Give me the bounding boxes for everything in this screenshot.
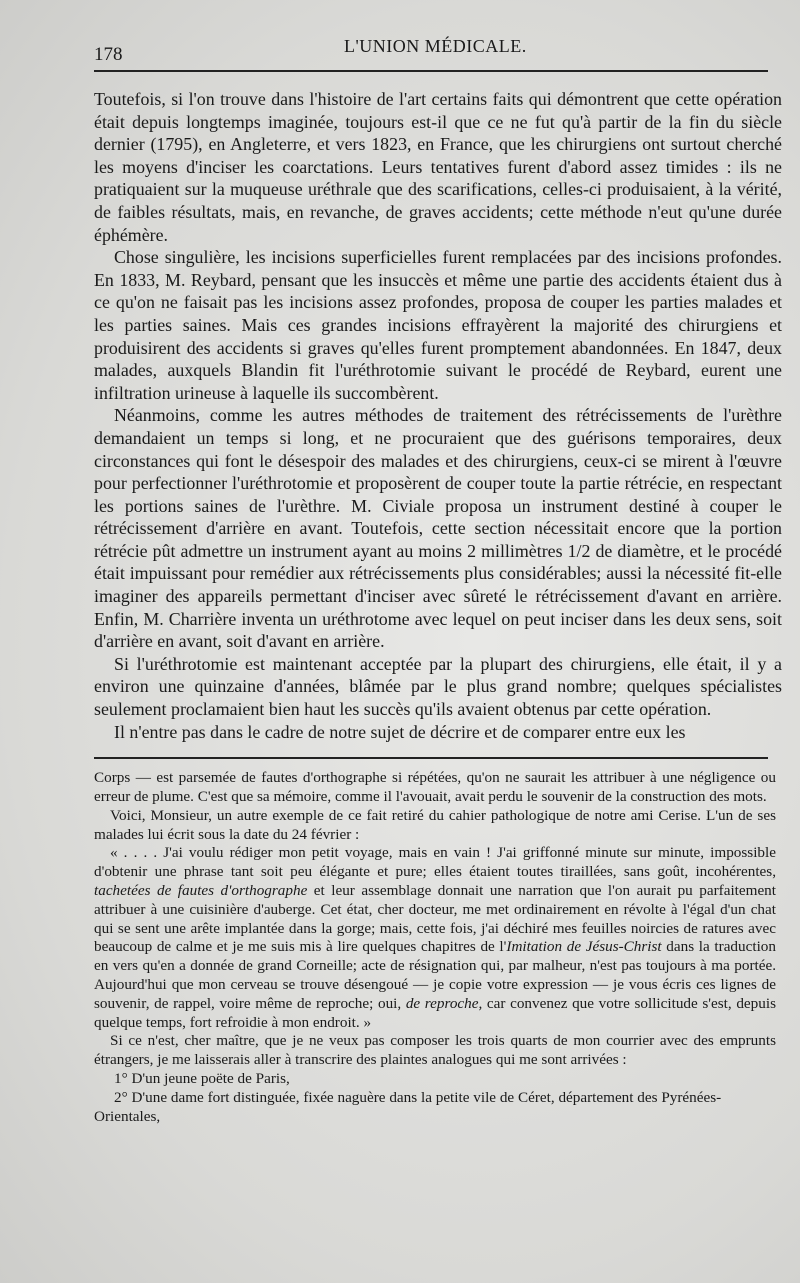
main-text <box>94 88 782 743</box>
header-rule <box>94 70 768 72</box>
quote-emphasis: tachetées de fautes d'orthographe <box>94 882 308 899</box>
body-paragraph: Néanmoins, comme les autres méthodes de traitement des rétrécissements de l'urèthre demandaient un temps si long, et ne procuraient que des guérisons temporaires, deux circonstances qui font le désespoir des malades et des chirurgiens, ceux-ci se mirent à l'œuvre pour perfectionner l'uréthrotomie et proposèrent de couper toute la partie rétrécie, en respectant les portions saines de l'urèthre. M. Civiale proposa un instrument destiné à couper le rétrécissement d'arrière en avant. Toutefois, cette section nécessitait encore que la portion rétrécie pût admettre un instrument ayant au moins 2 millimètres 1/2 de diamètre, et le procédé était impuissant pour remédier aux rétrécissements plus considérables; aussi la nécessité fit-elle imaginer des appareils permettant d'inciser avec sûreté le rétrécissement d'avant en arrière. Enfin, M. Charrière inventa un uréthrotome avec lequel on peut inciser dans les deux sens, soit d'arrière en avant, soit d'avant en arrière. <box>94 405 782 652</box>
list-item: 2° D'une dame fort distinguée, fixée naguère dans la petite vile de Céret, département des Pyrénées-Orientales, <box>94 1088 722 1125</box>
page-header <box>94 36 782 76</box>
feuilleton-text <box>94 769 782 1126</box>
footnote-rule <box>94 757 768 759</box>
list-item: 1° D'un jeune poëte de Paris, <box>114 1069 290 1087</box>
body-paragraph: Toutefois, si l'on trouve dans l'histoire de l'art certains faits qui démontrent que cette opération était depuis longtemps imaginée, toujours est-il que ce ne fut qu'à partir de la fin du siècle dernier (1795), en Angleterre, et vers 1823, en France, que les chirurgiens ont surtout cherché les moyens d'inciser les coarctations. Leurs tentatives furent d'abord assez timides : ils ne pratiquaient sur la muqueuse uréthrale que des scarifications, celles-ci produisaient, à la vérité, de faibles résultats, mais, en revanche, de graves accidents; cette méthode n'eut qu'une durée éphémère. <box>94 89 782 245</box>
quote-text: « . . . . J'ai voulu rédiger mon petit voyage, mais en vain ! J'ai griffonné minute sur minute, impossible d'obtenir une phrase tant soit peu élégante et pure; elles étaient toutes tiraillées, sans goût, incohérentes, <box>94 844 776 881</box>
body-paragraph: Chose singulière, les incisions superficielles furent remplacées par des incisions profondes. En 1833, M. Reybard, pensant que les insuccès et même une partie des accidents étaient dus à ce qu'on ne faisait pas les incisions assez profondes, proposa de couper les parties malades et les parties saines. Mais ces grandes incisions effrayèrent la majorité des chirurgiens et produisirent des accidents si graves qu'elles furent promptement abandonnées. En 1847, deux malades, auxquels Blandin fit l'uréthrotomie suivant le procédé de Reybard, eurent une infiltration urineuse à laquelle ils succombèrent. <box>94 247 782 403</box>
book-title: Imitation de Jésus-Christ <box>506 938 662 956</box>
note-paragraph: Si ce n'est, cher maître, que je ne veux pas composer les trois quarts de mon courrier avec des emprunts étrangers, je me laisserais aller à transcrire des plaintes analogues qui me sont arrivées : <box>94 1032 776 1069</box>
body-paragraph: Si l'uréthrotomie est maintenant acceptée par la plupart des chirurgiens, elle était, il y a environ une quinzaine d'années, blâmée par le plus grand nombre; quelques spécialistes seulement proclamaient bien haut les succès qu'ils avaient obtenus par cette opération. <box>94 653 782 720</box>
running-title: L'UNION MÉDICALE. <box>344 36 527 56</box>
quote-text: car convenez que votre sollicitude s'est, depuis quelque temps, fort refroidie à mon endroit. » <box>94 994 776 1031</box>
page-number: 178 <box>94 44 123 65</box>
quote-text: et leur assemblage donnait une narration que l'on aurait pu parfaitement attribuer à une cuisinière d'auberge. Cet état, cher docteur, me met ordinairement en révolte à l'égal d'un chat qui se sent une arête implantée dans la gorge; mais, cette fois, j'ai déchiré mes feuilles noircies de ratures avec beaucoup de calme et je me suis mis à lire quelques chapitres de l' <box>94 882 776 956</box>
body-paragraph: Il n'entre pas dans le cadre de notre sujet de décrire et de comparer entre eux les <box>114 721 686 742</box>
note-paragraph: Corps — est parsemée de fautes d'orthographe si répétées, qu'on ne saurait les attribuer à une négligence ou erreur de plume. C'est que sa mémoire, comme il l'avouait, avait perdu le souvenir de la construction des mots. <box>94 769 776 806</box>
quote-text: dans la traduction en vers qu'en a donnée de grand Corneille; acte de résignation qui, par malheur, n'est pas toujours à ma portée. Aujourd'hui que mon cerveau se trouve désengoué — je copie votre expression — je vous écris ces lignes de souvenir, de rappel, voire même de reproche; oui, <box>94 938 776 1012</box>
quoted-letter <box>94 844 776 1032</box>
quote-emphasis: de reproche, <box>405 994 483 1012</box>
note-paragraph: Voici, Monsieur, un autre exemple de ce fait retiré du cahier pathologique de notre ami Cerise. L'un de ses malades lui écrit sous la date du 24 février : <box>94 806 776 843</box>
